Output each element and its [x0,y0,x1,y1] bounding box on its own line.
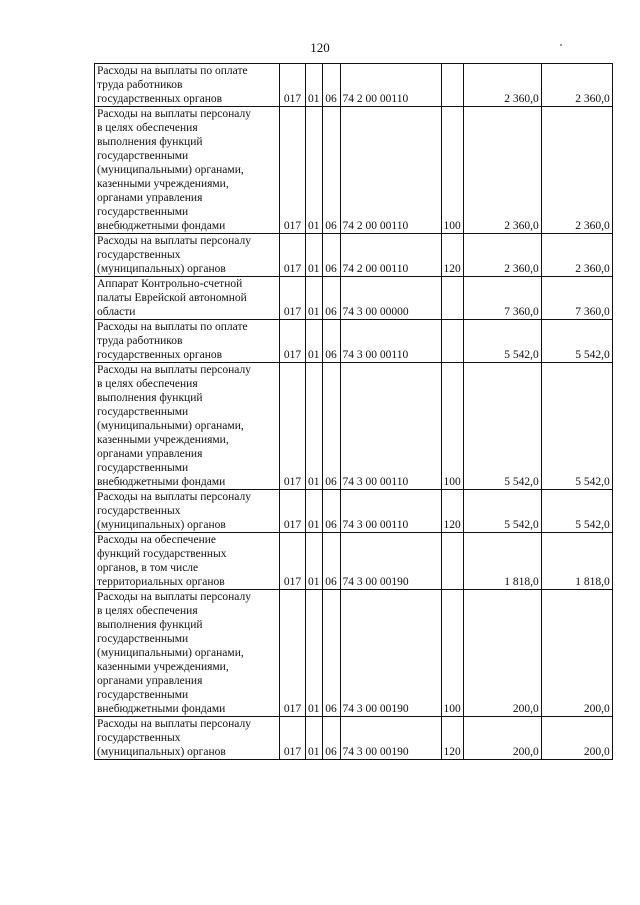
section-code-cell: 01 [306,320,323,363]
ministry-code-cell: 017 [280,717,306,760]
item-name-line: государственных [97,249,181,261]
table-row [95,533,613,590]
expense-type-cell: 120 [441,490,463,533]
item-name-line: государственными [97,150,189,162]
amount-total-cell: 7 360,0 [541,277,612,320]
expense-type-cell: 100 [441,590,463,717]
section-code-cell: 01 [306,277,323,320]
expense-type-cell [441,533,463,590]
table-row [95,363,613,490]
section-code-cell: 01 [306,64,323,107]
subsection-code-cell: 06 [322,533,340,590]
table-row [95,490,613,533]
item-name-line: государственными [97,462,189,474]
item-name-line: (муниципальными) органами, [97,647,244,659]
item-name-line: функций государственных [97,548,227,560]
ministry-code-cell: 017 [280,590,306,717]
budget-table-body [95,64,613,760]
expense-type-cell [441,320,463,363]
ministry-code-cell: 017 [280,234,306,277]
item-name-line: Расходы на выплаты персоналу [97,235,251,247]
item-name-cell [95,234,280,277]
item-name-line: внебюджетными фондами [97,703,226,715]
section-code-cell: 01 [306,234,323,277]
item-name-line: Расходы на выплаты по оплате [97,65,248,77]
item-name-line: выполнения функций [97,136,203,148]
item-name-line: труда работников [97,335,183,347]
item-name-line: Расходы на обеспечение [97,534,216,546]
item-name-line: палаты Еврейской автономной [97,292,247,304]
item-name-cell [95,320,280,363]
amount-total-cell: 5 542,0 [541,490,612,533]
table-row [95,107,613,234]
amount-total-cell: 5 542,0 [541,363,612,490]
target-article-cell: 74 3 00 00190 [340,717,441,760]
amount-plan-cell: 2 360,0 [463,234,541,277]
item-name-line: государственными [97,689,189,701]
amount-plan-cell: 200,0 [463,717,541,760]
ministry-code-cell: 017 [280,320,306,363]
amount-plan-cell: 200,0 [463,590,541,717]
subsection-code-cell: 06 [322,490,340,533]
item-name-line: Расходы на выплаты персоналу [97,108,251,120]
item-name-line: государственных органов [97,93,223,105]
item-name-cell [95,277,280,320]
ministry-code-cell: 017 [280,490,306,533]
item-name-line: казенными учреждениями, [97,661,229,673]
target-article-cell: 74 3 00 00190 [340,533,441,590]
item-name-line: органами управления [97,675,203,687]
ministry-code-cell: 017 [280,533,306,590]
item-name-cell [95,490,280,533]
target-article-cell: 74 3 00 00110 [340,320,441,363]
subsection-code-cell: 06 [322,64,340,107]
table-row [95,717,613,760]
item-name-line: казенными учреждениями, [97,434,229,446]
expense-type-cell: 100 [441,107,463,234]
table-row [95,277,613,320]
section-code-cell: 01 [306,107,323,234]
amount-plan-cell: 7 360,0 [463,277,541,320]
table-row [95,590,613,717]
item-name-line: государственными [97,633,189,645]
item-name-line: внебюджетными фондами [97,220,226,232]
item-name-line: (муниципальных) органов [97,746,226,758]
item-name-line: органов, в том числе [97,562,199,574]
ministry-code-cell: 017 [280,363,306,490]
item-name-line: Расходы на выплаты персоналу [97,491,251,503]
subsection-code-cell: 06 [322,234,340,277]
item-name-line: (муниципальных) органов [97,519,226,531]
target-article-cell: 74 3 00 00110 [340,363,441,490]
item-name-line: территориальных органов [97,576,225,588]
amount-plan-cell: 5 542,0 [463,320,541,363]
item-name-cell [95,533,280,590]
expense-type-cell [441,277,463,320]
page-number: 120 [310,40,330,55]
item-name-line: труда работников [97,79,183,91]
item-name-cell [95,717,280,760]
item-name-line: государственными [97,406,189,418]
section-code-cell: 01 [306,717,323,760]
ministry-code-cell: 017 [280,64,306,107]
item-name-line: (муниципальными) органами, [97,420,244,432]
subsection-code-cell: 06 [322,320,340,363]
amount-total-cell: 2 360,0 [541,234,612,277]
item-name-line: Расходы на выплаты по оплате [97,321,248,333]
item-name-line: Расходы на выплаты персоналу [97,718,251,730]
item-name-line: Аппарат Контрольно-счетной [97,278,243,290]
item-name-line: (муниципальных) органов [97,263,226,275]
item-name-line: выполнения функций [97,392,203,404]
amount-plan-cell: 1 818,0 [463,533,541,590]
item-name-line: Расходы на выплаты персоналу [97,364,251,376]
amount-total-cell: 2 360,0 [541,107,612,234]
item-name-line: выполнения функций [97,619,203,631]
amount-plan-cell: 5 542,0 [463,363,541,490]
subsection-code-cell: 06 [322,590,340,717]
item-name-line: казенными учреждениями, [97,178,229,190]
item-name-line: органами управления [97,192,203,204]
table-row [95,64,613,107]
subsection-code-cell: 06 [322,277,340,320]
item-name-line: Расходы на выплаты персоналу [97,591,251,603]
item-name-cell [95,363,280,490]
target-article-cell: 74 2 00 00110 [340,107,441,234]
amount-total-cell: 2 360,0 [541,64,612,107]
target-article-cell: 74 3 00 00110 [340,490,441,533]
amount-total-cell: 200,0 [541,590,612,717]
ministry-code-cell: 017 [280,107,306,234]
amount-plan-cell: 5 542,0 [463,490,541,533]
subsection-code-cell: 06 [322,717,340,760]
amount-total-cell: 1 818,0 [541,533,612,590]
expense-type-cell: 120 [441,717,463,760]
section-code-cell: 01 [306,490,323,533]
item-name-line: в целях обеспечения [97,605,198,617]
section-code-cell: 01 [306,363,323,490]
amount-total-cell: 200,0 [541,717,612,760]
budget-table [94,63,613,760]
item-name-line: (муниципальными) органами, [97,164,244,176]
amount-total-cell: 5 542,0 [541,320,612,363]
target-article-cell: 74 3 00 00190 [340,590,441,717]
item-name-line: государственными [97,206,189,218]
amount-plan-cell: 2 360,0 [463,64,541,107]
table-row [95,234,613,277]
item-name-line: внебюджетными фондами [97,476,226,488]
target-article-cell: 74 2 00 00110 [340,64,441,107]
scan-speck [560,44,562,46]
item-name-line: области [97,306,136,318]
table-row [95,320,613,363]
ministry-code-cell: 017 [280,277,306,320]
item-name-line: государственных [97,732,181,744]
expense-type-cell [441,64,463,107]
item-name-cell [95,64,280,107]
subsection-code-cell: 06 [322,363,340,490]
item-name-line: в целях обеспечения [97,378,198,390]
item-name-line: органами управления [97,448,203,460]
expense-type-cell: 100 [441,363,463,490]
subsection-code-cell: 06 [322,107,340,234]
item-name-line: в целях обеспечения [97,122,198,134]
item-name-line: государственных [97,505,181,517]
item-name-cell [95,590,280,717]
target-article-cell: 74 2 00 00110 [340,234,441,277]
item-name-cell [95,107,280,234]
section-code-cell: 01 [306,533,323,590]
section-code-cell: 01 [306,590,323,717]
target-article-cell: 74 3 00 00000 [340,277,441,320]
expense-type-cell: 120 [441,234,463,277]
amount-plan-cell: 2 360,0 [463,107,541,234]
item-name-line: государственных органов [97,349,223,361]
